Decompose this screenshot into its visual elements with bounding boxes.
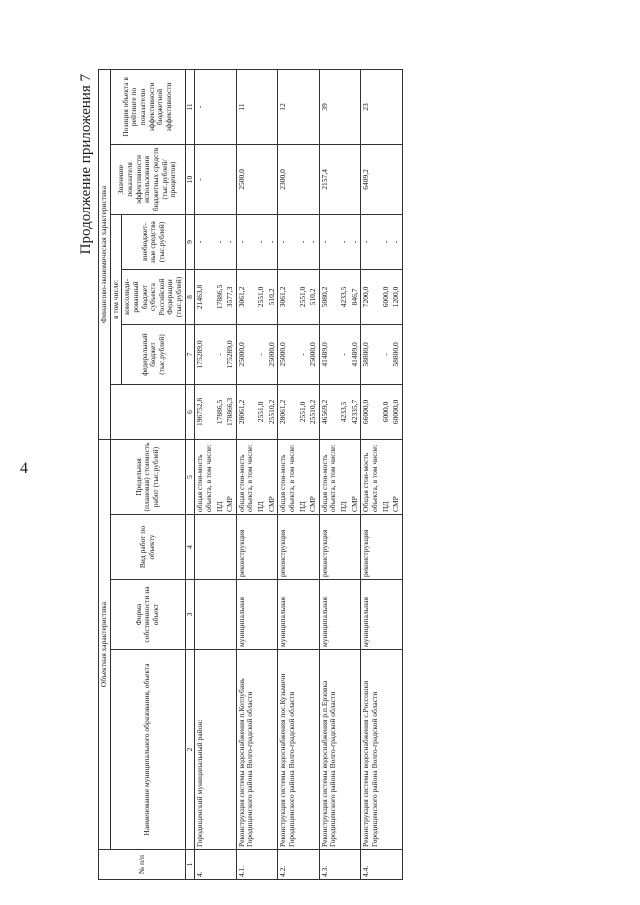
federal-value: -	[215, 324, 226, 384]
header-consolidated: консолиди-рованный бюджет субъекта Российской Федерации (тыс.рублей)	[122, 269, 185, 324]
consolidated-value: 4233,5	[339, 269, 350, 324]
object-name	[298, 650, 309, 850]
cost-label: Общая стои-мость объекта, в том числе:	[361, 439, 381, 514]
table-row	[195, 69, 215, 879]
object-name	[267, 650, 278, 850]
cost-value: 2551,0	[298, 384, 309, 439]
ownership-cell: муниципальная	[319, 580, 339, 650]
efficiency-value	[339, 144, 350, 214]
cost-label: общая стои-мость объекта, в том числе:	[236, 439, 256, 514]
federal-value: 175289,0	[195, 324, 215, 384]
efficiency-value	[267, 144, 278, 214]
row-number	[350, 850, 361, 880]
efficiency-value	[256, 144, 267, 214]
consolidated-value: 510,2	[308, 269, 319, 324]
continuation-title: Продолжение приложения 7	[78, 74, 94, 255]
cost-value: 60000,0	[391, 384, 402, 439]
cost-value: 25510,2	[308, 384, 319, 439]
extra-value: -	[339, 214, 350, 269]
position-value	[225, 69, 236, 144]
table-row	[236, 69, 256, 879]
object-name: Реконструкция системы водоснабжения пос.Кузьмичи Городищенского района Волго-градской области	[278, 650, 298, 850]
object-name	[391, 650, 402, 850]
row-number	[381, 850, 392, 880]
worktype-cell: реконструкция	[278, 515, 298, 580]
efficiency-value	[381, 144, 392, 214]
table-row	[350, 69, 361, 879]
worktype-cell	[256, 515, 267, 580]
row-number: 4.3.	[319, 850, 339, 880]
table-body	[195, 69, 403, 879]
ownership-cell	[391, 580, 402, 650]
position-value: 12	[278, 69, 298, 144]
worktype-cell	[298, 515, 309, 580]
efficiency-value	[225, 144, 236, 214]
extra-value: -	[391, 214, 402, 269]
table-row	[339, 69, 350, 879]
row-number	[225, 850, 236, 880]
federal-value: 41489,0	[350, 324, 361, 384]
row-number	[215, 850, 226, 880]
extra-value: -	[319, 214, 339, 269]
table-row	[391, 69, 402, 879]
worktype-cell	[225, 515, 236, 580]
cost-label: СМР	[391, 439, 402, 514]
ownership-cell: муниципальная	[278, 580, 298, 650]
column-number: 6	[185, 384, 195, 439]
extra-value: -	[350, 214, 361, 269]
header-incl: в том числе:	[110, 214, 122, 384]
efficiency-value: 2157,4	[319, 144, 339, 214]
consolidated-value: 21463,8	[195, 269, 215, 324]
extra-value: -	[298, 214, 309, 269]
cost-label: СМР	[267, 439, 278, 514]
object-name	[308, 650, 319, 850]
cost-label: общая стои-мость объекта, в том числе:	[278, 439, 298, 514]
column-number: 4	[185, 515, 195, 580]
extra-value: -	[278, 214, 298, 269]
position-value	[339, 69, 350, 144]
extra-value: -	[361, 214, 381, 269]
row-number	[298, 850, 309, 880]
cost-label: ПД	[215, 439, 226, 514]
table-row	[381, 69, 392, 879]
header-worktype: Вид работ по объекту	[110, 515, 185, 580]
ownership-cell: муниципальная	[236, 580, 256, 650]
row-number	[339, 850, 350, 880]
cost-label: СМР	[225, 439, 236, 514]
table-row	[225, 69, 236, 879]
object-name	[225, 650, 236, 850]
cost-value: 17886,5	[215, 384, 226, 439]
position-value: -	[195, 69, 215, 144]
ownership-cell	[308, 580, 319, 650]
federal-value: 58800,0	[361, 324, 381, 384]
object-name: Реконструкция системы водоснабжения р.п.Ерзовка Городищенского района Волго-градской области	[319, 650, 339, 850]
row-number: 4.2.	[278, 850, 298, 880]
position-value: 39	[319, 69, 339, 144]
column-number: 8	[185, 269, 195, 324]
row-number	[267, 850, 278, 880]
row-number	[308, 850, 319, 880]
cost-value: 2551,0	[256, 384, 267, 439]
consolidated-value: 3061,2	[278, 269, 298, 324]
object-name: Реконструкция системы водоснабжения п.Котлубань Городищенского района Волго-градской области	[236, 650, 256, 850]
column-number: 7	[185, 324, 195, 384]
table-row	[278, 69, 298, 879]
position-value	[381, 69, 392, 144]
table-row	[215, 69, 226, 879]
table-row	[256, 69, 267, 879]
object-name	[339, 650, 350, 850]
header-cost: Предельная (плановая) стоимость работ (тыс.рублей)	[110, 439, 185, 514]
federal-value: 58800,0	[391, 324, 402, 384]
cost-label: СМР	[350, 439, 361, 514]
object-name: Реконструкция системы водоснабжения с.Россошки Городищенского района Волго-градской области	[361, 650, 381, 850]
consolidated-value: 510,2	[267, 269, 278, 324]
position-value	[298, 69, 309, 144]
header-no: № п/п	[99, 850, 186, 880]
ownership-cell	[256, 580, 267, 650]
column-number: 3	[185, 580, 195, 650]
header-ownership: Форма собственности на объект	[110, 580, 185, 650]
ownership-cell	[267, 580, 278, 650]
ownership-cell	[225, 580, 236, 650]
cost-value: 42335,7	[350, 384, 361, 439]
federal-value: 25000,0	[236, 324, 256, 384]
object-name	[350, 650, 361, 850]
consolidated-value: 1200,0	[391, 269, 402, 324]
cost-label: ПД	[339, 439, 350, 514]
consolidated-value: 3061,2	[236, 269, 256, 324]
position-value	[350, 69, 361, 144]
worktype-cell	[215, 515, 226, 580]
position-value: 23	[361, 69, 381, 144]
worktype-cell	[391, 515, 402, 580]
cost-label: ПД	[256, 439, 267, 514]
position-value	[256, 69, 267, 144]
table-row	[361, 69, 381, 879]
table-row	[298, 69, 309, 879]
extra-value: -	[225, 214, 236, 269]
ownership-cell	[350, 580, 361, 650]
efficiency-value	[298, 144, 309, 214]
efficiency-value: 6409,2	[361, 144, 381, 214]
table-row	[308, 69, 319, 879]
efficiency-value: 2500,0	[236, 144, 256, 214]
worktype-cell: реконструкция	[236, 515, 256, 580]
worktype-cell: реконструкция	[361, 515, 381, 580]
column-numbers-row	[185, 69, 195, 879]
consolidated-value: 3577,3	[225, 269, 236, 324]
extra-value: -	[236, 214, 256, 269]
efficiency-value	[215, 144, 226, 214]
column-number: 9	[185, 214, 195, 269]
ownership-cell	[339, 580, 350, 650]
table-row	[319, 69, 339, 879]
consolidated-value: 6000,0	[381, 269, 392, 324]
cost-value: 4233,5	[339, 384, 350, 439]
consolidated-value: 17886,5	[215, 269, 226, 324]
ownership-cell	[298, 580, 309, 650]
header-efficiency: Значение показателя эффективности использования бюджетных средств (тыс.рублей/ процентов)	[110, 144, 185, 214]
cost-value: 46569,2	[319, 384, 339, 439]
cost-value: 66000,0	[361, 384, 381, 439]
worktype-cell	[350, 515, 361, 580]
column-number: 5	[185, 439, 195, 514]
federal-value: 41489,0	[319, 324, 339, 384]
extra-value: -	[381, 214, 392, 269]
object-table	[98, 69, 403, 880]
column-number: 10	[185, 144, 195, 214]
position-value: 11	[236, 69, 256, 144]
federal-value: -	[339, 324, 350, 384]
consolidated-value: 846,7	[350, 269, 361, 324]
federal-value: 25000,0	[267, 324, 278, 384]
rotated-page	[78, 70, 618, 880]
position-value	[267, 69, 278, 144]
page-number: 4	[20, 460, 28, 477]
row-number	[391, 850, 402, 880]
efficiency-value	[308, 144, 319, 214]
extra-value: -	[215, 214, 226, 269]
worktype-cell	[267, 515, 278, 580]
table-header	[99, 69, 195, 879]
consolidated-value: 7200,0	[361, 269, 381, 324]
federal-value: -	[256, 324, 267, 384]
row-number	[256, 850, 267, 880]
efficiency-value: -	[195, 144, 215, 214]
worktype-cell	[381, 515, 392, 580]
consolidated-value: 5080,2	[319, 269, 339, 324]
header-name: Наименование муниципального образования, объекта	[110, 650, 185, 850]
position-value	[308, 69, 319, 144]
cost-value: 28061,2	[236, 384, 256, 439]
cost-label: общая стои-мость объекта, в том числе:	[195, 439, 215, 514]
efficiency-value	[350, 144, 361, 214]
extra-value: -	[256, 214, 267, 269]
efficiency-value: 2300,0	[278, 144, 298, 214]
federal-value: 25000,0	[308, 324, 319, 384]
position-value	[215, 69, 226, 144]
header-finance-group: Финансово-экономическая характеристика	[99, 69, 111, 439]
federal-value: -	[298, 324, 309, 384]
ownership-cell: муниципальная	[361, 580, 381, 650]
column-number: 1	[185, 850, 195, 880]
extra-value: -	[195, 214, 215, 269]
worktype-cell	[195, 515, 215, 580]
cost-value: 6000,0	[381, 384, 392, 439]
cost-value: 196752,8	[195, 384, 215, 439]
ownership-cell	[215, 580, 226, 650]
federal-value: -	[381, 324, 392, 384]
header-federal: федеральный бюджет (тыс.рублей)	[122, 324, 185, 384]
cost-label: ПД	[298, 439, 309, 514]
column-number: 11	[185, 69, 195, 144]
header-extra: внебюджет-ные средства (тыс.рублей)	[122, 214, 185, 269]
row-number: 4.4.	[361, 850, 381, 880]
worktype-cell	[339, 515, 350, 580]
worktype-cell: реконструкция	[319, 515, 339, 580]
header-object-group: Объектная характеристика	[99, 439, 111, 849]
header-position: Позиция объекта в рейтинге по показателю эффективности бюджетной эффективности	[110, 69, 185, 144]
cost-value: 178866,3	[225, 384, 236, 439]
cost-label: СМР	[308, 439, 319, 514]
worktype-cell	[308, 515, 319, 580]
consolidated-value: 2551,0	[256, 269, 267, 324]
extra-value: -	[267, 214, 278, 269]
table-row	[267, 69, 278, 879]
row-number: 4.1.	[236, 850, 256, 880]
cost-label: ПД	[381, 439, 392, 514]
row-number: 4.	[195, 850, 215, 880]
federal-value: 175289,0	[225, 324, 236, 384]
object-name	[256, 650, 267, 850]
cost-value: 28061,2	[278, 384, 298, 439]
efficiency-value	[391, 144, 402, 214]
extra-value: -	[308, 214, 319, 269]
object-name: Городищенский муниципальный район:	[195, 650, 215, 850]
cost-label: общая стои-мость объекта, в том числе:	[319, 439, 339, 514]
cost-value: 25510,2	[267, 384, 278, 439]
ownership-cell	[381, 580, 392, 650]
position-value	[391, 69, 402, 144]
column-number: 2	[185, 650, 195, 850]
federal-value: 25000,0	[278, 324, 298, 384]
object-name	[381, 650, 392, 850]
object-name	[215, 650, 226, 850]
ownership-cell	[195, 580, 215, 650]
consolidated-value: 2551,0	[298, 269, 309, 324]
